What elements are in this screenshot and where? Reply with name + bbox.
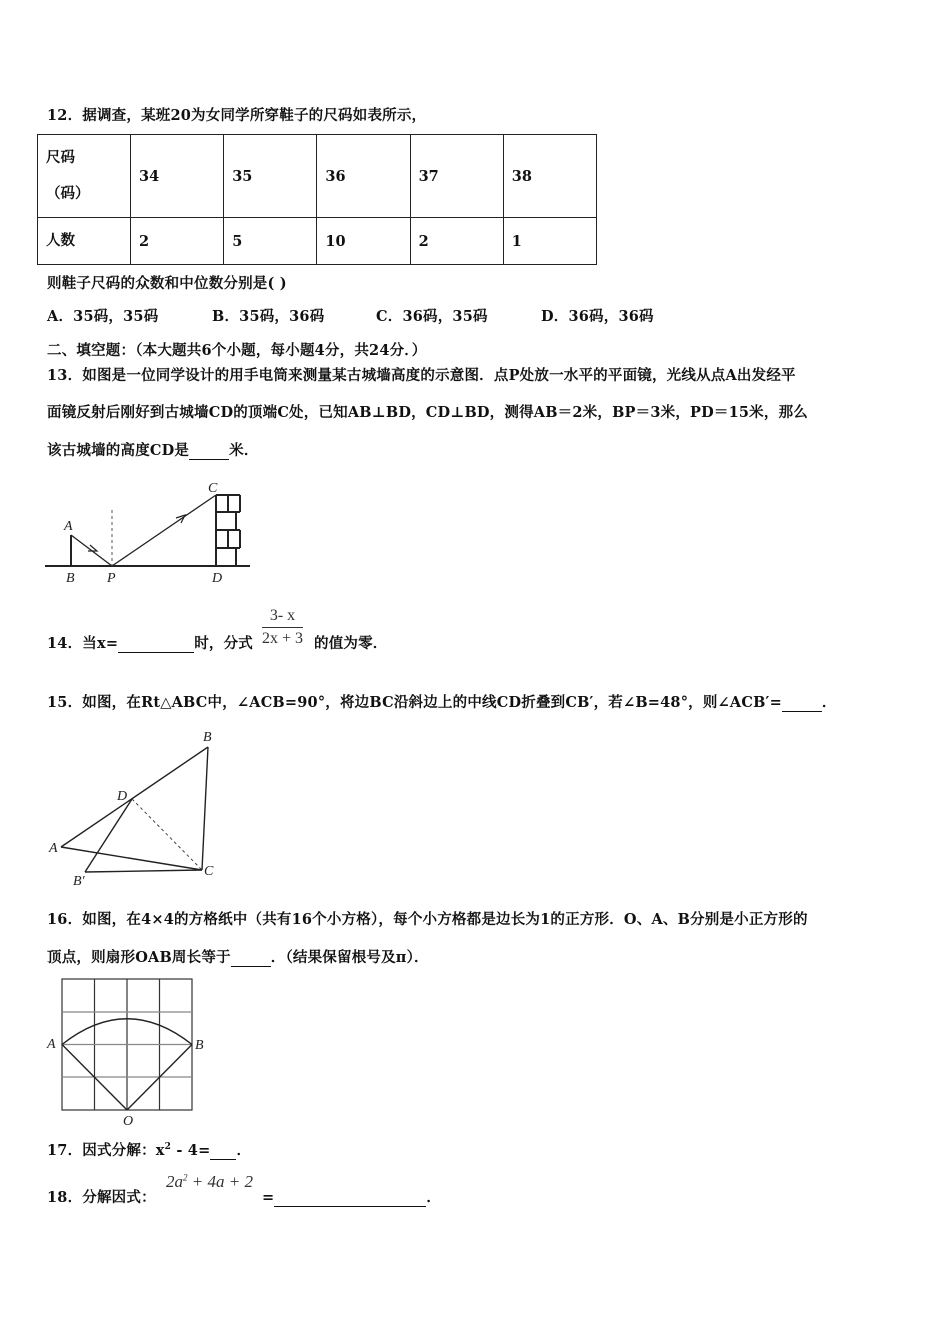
label-d: D: [212, 571, 223, 586]
expr-rest: + 4a + 2: [187, 1172, 253, 1191]
q18-expression: [166, 1172, 253, 1192]
table-cell: 37: [410, 135, 503, 218]
q13-figure: [40, 475, 255, 590]
equals-sign: =: [262, 1189, 275, 1206]
answer-blank[interactable]: [210, 1142, 236, 1160]
table-header-size: [38, 135, 131, 218]
q12-option-c: C．36码，35码: [376, 308, 488, 325]
fraction-denominator: 2x + 3: [262, 630, 304, 647]
q14-text-end: 的值为零．: [314, 635, 388, 652]
label-b: B: [195, 1038, 204, 1053]
q16-text: 顶点，则扇形OAB周长等于: [47, 949, 231, 966]
q13-text-end: 米．: [229, 442, 259, 459]
label-d: D: [117, 789, 128, 804]
exponent: 2: [183, 1172, 188, 1183]
answer-blank[interactable]: [231, 949, 271, 967]
q17-line: [47, 1139, 251, 1160]
label-b: B: [203, 730, 212, 745]
q13-line1: 13．如图是一位同学设计的用手电筒来测量某古城墙高度的示意图．点P处放一水平的平面镜，光线从点A出发经平: [47, 367, 796, 384]
table-cell: 36: [317, 135, 410, 218]
q12-question: 则鞋子尺码的众数和中位数分别是( ): [47, 275, 287, 292]
table-cell: 35: [224, 135, 317, 218]
q13-line2: 面镜反射后刚好到古城墙CD的顶端C处，已知AB⊥BD，CD⊥BD，测得AB＝2米，BP＝3米，PD＝15米，那么: [47, 404, 808, 421]
exponent: 2: [164, 1142, 172, 1153]
q14-line: [47, 632, 253, 653]
table-header-count: 人数: [38, 218, 131, 265]
size-label: 尺码: [46, 149, 75, 166]
label-b: B: [66, 571, 75, 586]
q18-answer: [262, 1186, 441, 1207]
table-cell: 38: [503, 135, 596, 218]
fraction-numerator: 3- x: [262, 605, 303, 628]
q12-option-b: B．35码，36码: [212, 308, 325, 325]
answer-blank[interactable]: [782, 694, 822, 712]
q14-text: 14．当x=: [47, 635, 119, 652]
shoe-size-table: [37, 134, 597, 265]
q13-line3: [47, 439, 259, 460]
q16-line2: [47, 946, 429, 967]
q12-option-d: D．36码，36码: [541, 308, 654, 325]
q15-text: 15．如图，在Rt△ABC中，∠ACB=90°，将边BC沿斜边上的中线CD折叠到CB′，若∠B=48°，则∠ACB′=: [47, 694, 782, 711]
section-title: 二、填空题：（本大题共6个小题，每小题4分，共24分．）: [47, 342, 427, 359]
q15-figure: [45, 725, 225, 890]
q14-text-mid: 时，分式: [194, 635, 253, 652]
size-unit-label: （码）: [46, 185, 90, 202]
q15-text-end: ．: [821, 694, 837, 711]
answer-blank[interactable]: [118, 635, 194, 653]
table-cell: 10: [317, 218, 410, 265]
q12-option-a: A．35码，35码: [47, 308, 159, 325]
q15-line: [47, 691, 837, 712]
table-cell: 5: [224, 218, 317, 265]
table-cell: 34: [131, 135, 224, 218]
q17-text: 17．因式分解：x: [47, 1142, 165, 1159]
q12-stem: 12．据调查，某班20为女同学所穿鞋子的尺码如表所示，: [47, 107, 427, 124]
q14-fraction: [262, 605, 303, 650]
q18-label: 18．分解因式：: [47, 1189, 156, 1206]
q17-text-mid: - 4=: [171, 1142, 211, 1159]
q13-text: 该古城墙的高度CD是: [47, 442, 190, 459]
label-c: C: [208, 481, 218, 496]
label-o: O: [123, 1114, 134, 1129]
q16-line1: 16．如图，在4×4的方格纸中（共有16个小方格），每个小方格都是边长为1的正方形．O、A、B分别是小正方形的: [47, 911, 808, 928]
q16-text-end: ．（结果保留根号及π）．: [270, 949, 429, 966]
table-cell: 2: [131, 218, 224, 265]
q16-grid-figure: [44, 975, 214, 1130]
label-b-prime: B′: [73, 874, 85, 889]
label-p: P: [107, 571, 116, 586]
table-cell: 1: [503, 218, 596, 265]
expr-term: 2a: [166, 1172, 183, 1191]
label-a: A: [64, 519, 73, 534]
label-a: A: [47, 1037, 56, 1052]
q18-text-end: ．: [426, 1189, 442, 1206]
answer-blank[interactable]: [274, 1189, 426, 1207]
table-cell: 2: [410, 218, 503, 265]
answer-blank[interactable]: [189, 442, 229, 460]
label-a: A: [49, 841, 58, 856]
label-c: C: [204, 864, 214, 879]
q17-text-end: ．: [236, 1142, 252, 1159]
